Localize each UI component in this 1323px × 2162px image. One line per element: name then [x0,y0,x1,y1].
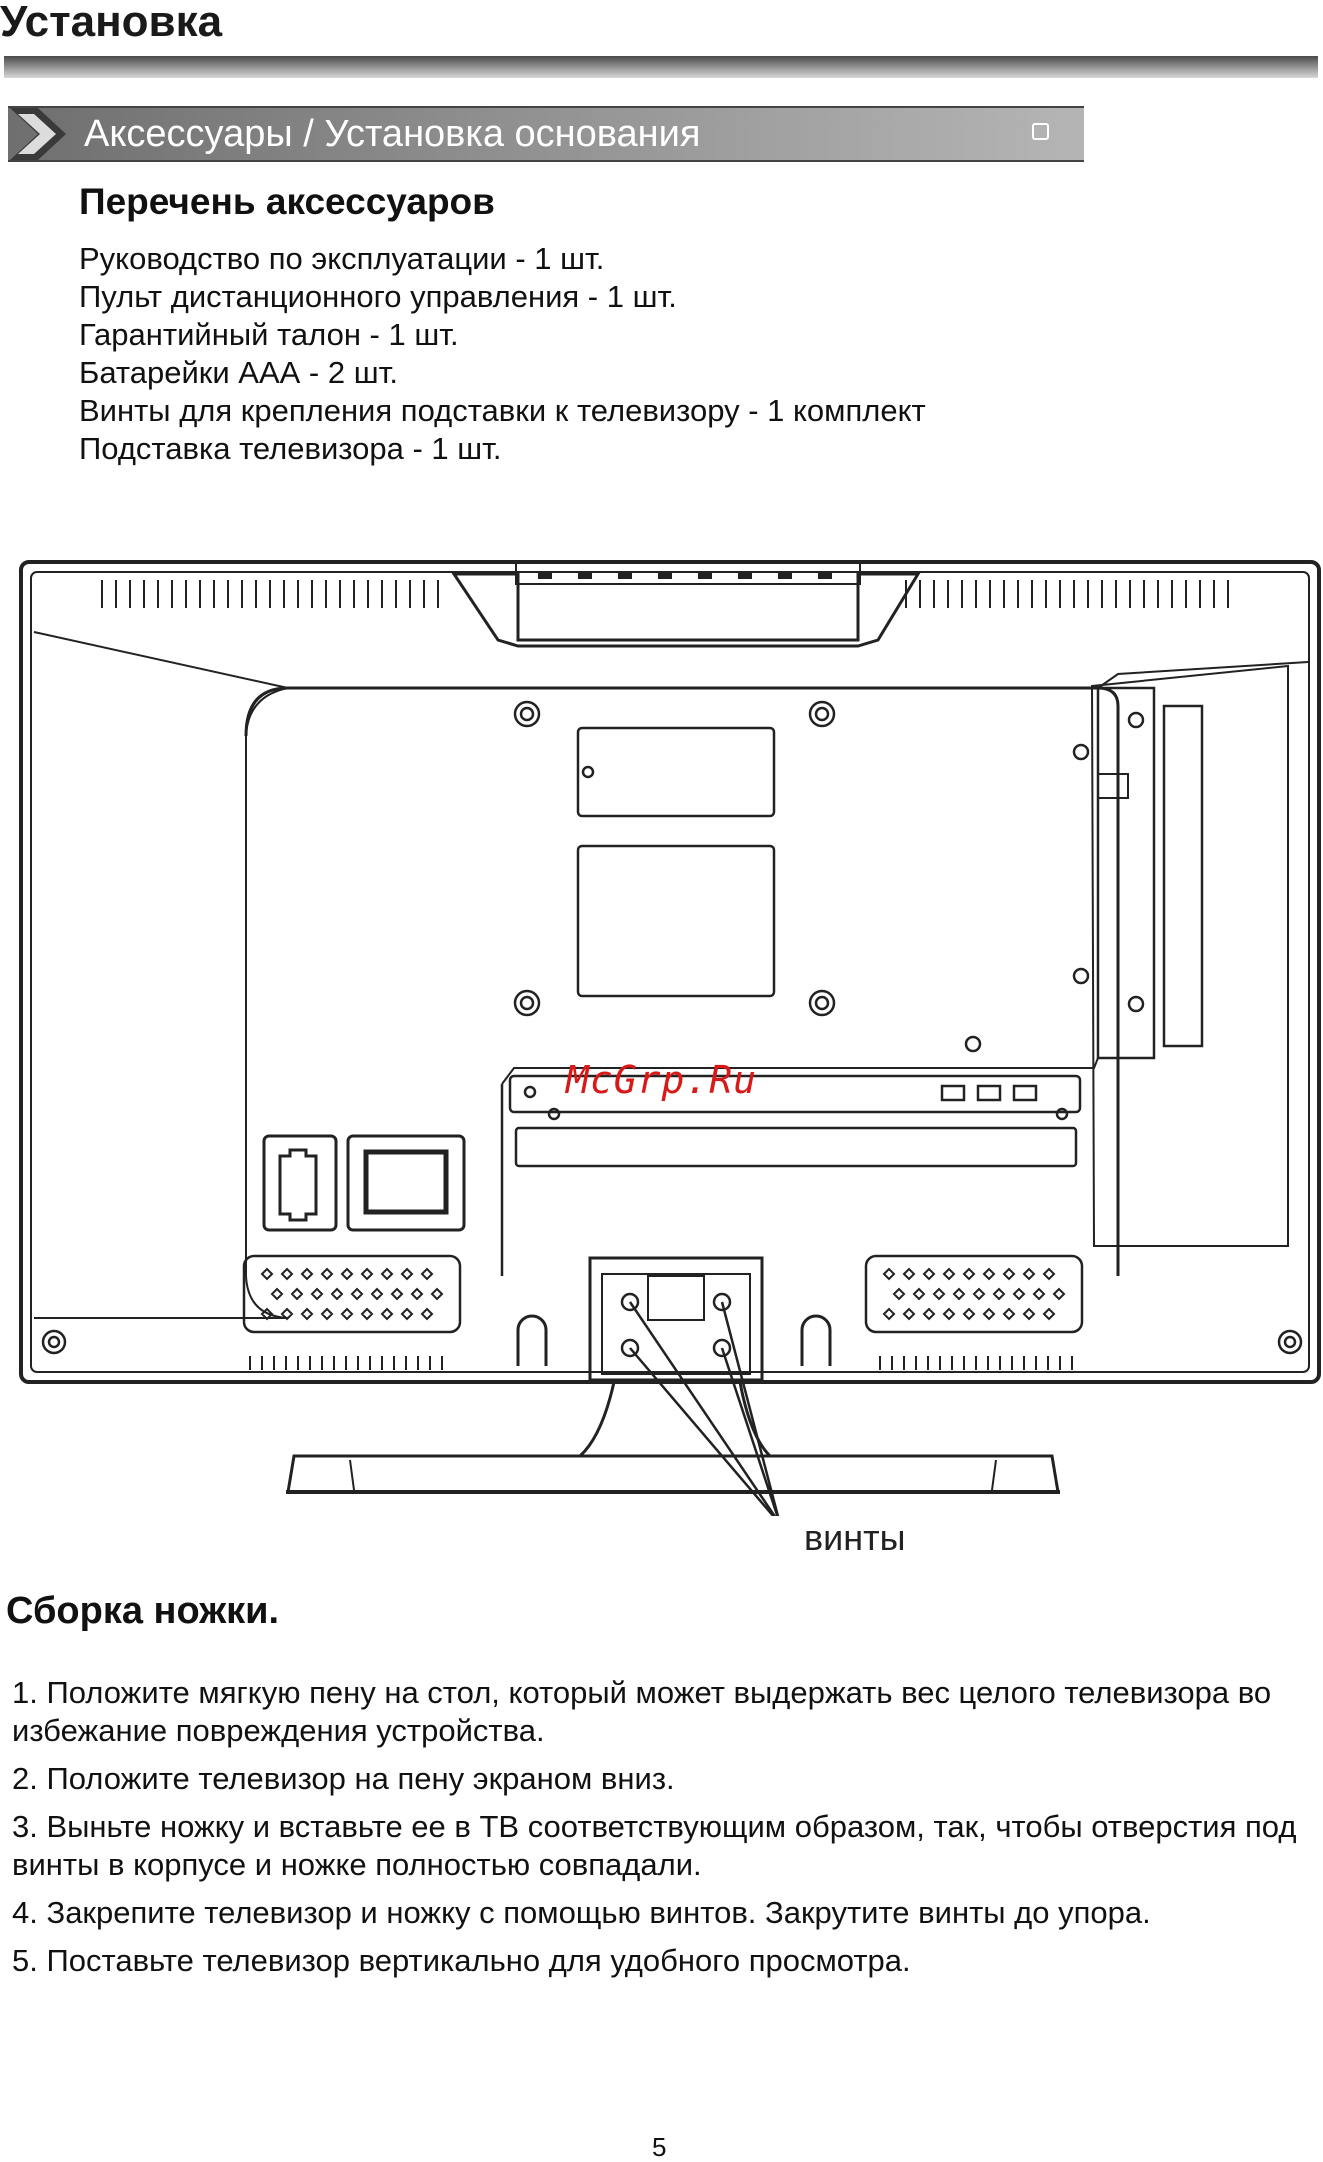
accessory-item: Гарантийный талон - 1 шт. [79,317,459,352]
accessory-item: Пульт дистанционного управления - 1 шт. [79,279,677,314]
left-grille-holes [262,1269,442,1319]
assembly-step: 3. Выньте ножку и вставьте ее в ТВ соответствующим образом, так, чтобы отверстия под винты в корпусе и ножке полностью совпадали. [12,1809,1297,1882]
square-icon [1032,123,1049,140]
accessories-heading: Перечень аксессуаров [79,181,495,222]
accessories-list [79,240,926,468]
assembly-step: 1. Положите мягкую пену на стол, который может выдержать вес целого телевизора во избежание повреждения устройства. [12,1675,1272,1748]
top-vents-right [906,580,1228,608]
chevron-right-icon [8,108,72,160]
assembly-step: 5. Поставьте телевизор вертикально для удобного просмотра. [12,1943,911,1978]
section-bar [8,106,1084,162]
top-vents-left [102,580,438,608]
assembly-steps [12,1674,1312,1990]
accessory-item: Батарейки ААА - 2 шт. [79,355,398,390]
assembly-step: 4. Закрепите телевизор и ножку с помощью винтов. Закрутите винты до упора. [12,1895,1151,1930]
page-heading: Установка [0,0,223,46]
heading-rule [4,56,1318,78]
right-grille-holes [884,1269,1064,1319]
accessory-item: Подставка телевизора - 1 шт. [79,431,502,466]
accessory-item: Винты для крепления подставки к телевизору - 1 комплект [79,393,926,428]
tv-rear-diagram [18,556,1323,1516]
accessory-item: Руководство по эксплуатации - 1 шт. [79,241,605,276]
vesa-screw-holes [515,702,834,1015]
section-title: Аксессуары / Установка основания [84,113,701,155]
assembly-step: 2. Положите телевизор на пену экраном вниз. [12,1761,675,1796]
screws-label: винты [804,1517,906,1558]
screw-pointer-lines [630,1302,780,1516]
page-number: 5 [652,2132,667,2162]
watermark: McGrp.Ru [566,1058,758,1102]
assembly-heading: Сборка ножки. [6,1590,280,1632]
